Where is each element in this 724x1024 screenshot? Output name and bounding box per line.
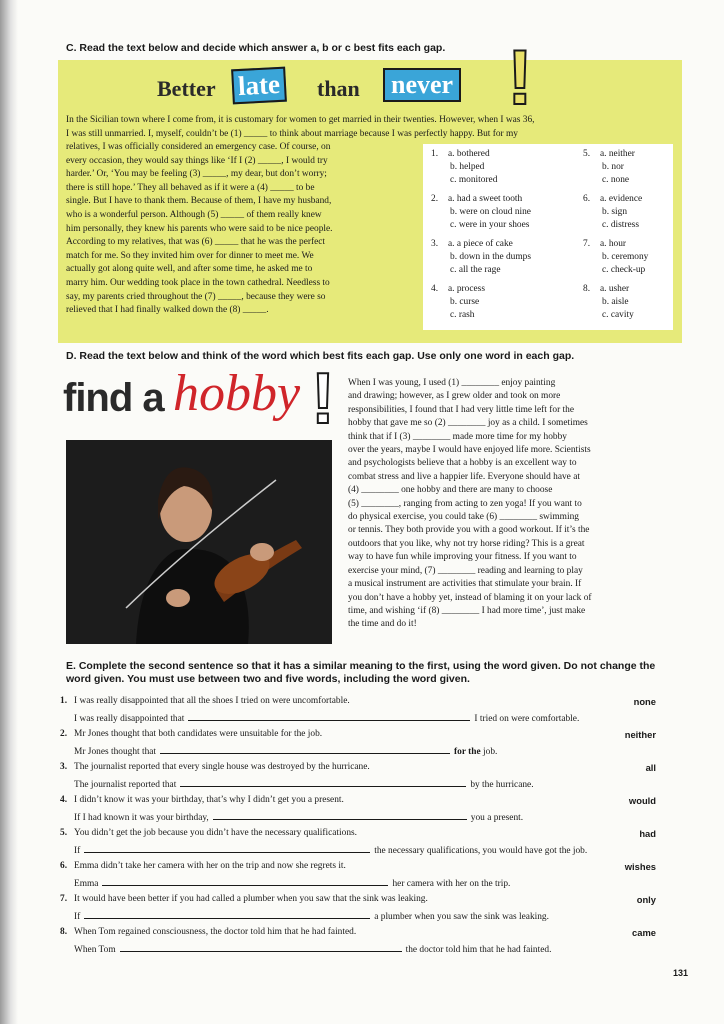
title-word-never: never (383, 68, 461, 102)
title-word-better: Better (157, 76, 216, 101)
title-exclamation: ! (507, 33, 533, 121)
option-list (600, 283, 634, 322)
answer-blank[interactable] (160, 744, 450, 754)
option-item: c. none (602, 175, 630, 185)
answer-blank[interactable] (188, 711, 470, 721)
item-number: 8. (60, 927, 68, 937)
section-d-heading: D. Read the text below and think of the word which best fits each gap. Use only one word in each gap. (66, 350, 575, 362)
text-line: who is a wonderful person. Although (5) _____ of them really knew (66, 209, 322, 220)
violinist-photo (66, 440, 332, 644)
transformation-item (60, 729, 660, 762)
second-sentence (74, 744, 497, 757)
first-sentence: When Tom regained consciousness, the doctor told him that he had fainted. (74, 927, 357, 937)
text-line: hobby that gave me so (2) ________ joy as a child. I sometimes (348, 418, 588, 429)
answer-blank[interactable] (213, 810, 467, 820)
text-line: relatives, I was officially considered an emergency case. Of course, on (66, 142, 331, 152)
title-find-a: find a (63, 376, 164, 420)
second-sentence (74, 909, 549, 922)
text-line: single. But I have to thank them. Because of them, I have my husband, (66, 196, 332, 207)
text-line: a musical instrument are activities that stimulate your brain. If (348, 579, 582, 590)
given-word: would (628, 795, 656, 806)
sentence-start: If (74, 912, 81, 922)
option-number: 3. (431, 239, 439, 249)
sentence-start: If (74, 846, 81, 856)
item-number: 5. (60, 828, 68, 838)
option-item: a. had a sweet tooth (448, 194, 523, 204)
sentence-end: job. (483, 747, 498, 757)
second-sentence (74, 711, 579, 724)
option-item: c. all the rage (450, 265, 501, 275)
sentence-end: her camera with her on the trip. (392, 879, 511, 889)
text-line: match for me. So they invited him over for dinner to meet me. We (66, 250, 314, 261)
title-word-late: late (231, 67, 287, 105)
text-line: there is still hope.’ They all behaved as if it were a (4) _____ to be (66, 182, 315, 193)
option-item: a. bothered (448, 149, 490, 159)
text-line: According to my relatives, that was (6) _____ that he was the perfect (66, 237, 326, 248)
section-c-heading: C. Read the text below and decide which answer a, b or c best fits each gap. (66, 42, 446, 54)
text-line: do physical exercise, you could take (6) ________ swimming (348, 512, 579, 523)
option-number: 2. (431, 194, 439, 204)
answer-blank[interactable] (120, 942, 402, 952)
text-line: (4) ________ one hobby and there are many to choose (348, 485, 553, 496)
option-number: 4. (431, 284, 439, 294)
given-word: only (636, 894, 656, 905)
title-hobby: hobby (173, 365, 301, 422)
option-list (600, 148, 635, 187)
first-sentence: I didn’t know it was your birthday, that’s why I didn’t get you a present. (74, 795, 344, 805)
option-number: 1. (431, 149, 439, 159)
text-line: the time and do it! (348, 619, 417, 630)
option-item: c. distress (602, 220, 639, 230)
text-line: him personally, they knew his parents who were said to be nice people. (66, 223, 333, 234)
text-line: combat stress and live a happier life. Everyone should have at (348, 471, 580, 482)
sentence-start: Mr Jones thought that (74, 747, 157, 757)
option-item: c. rash (450, 310, 475, 320)
text-line: you don’t have a hobby yet, instead of blaming it on your lack of (348, 592, 592, 603)
find-a-hobby-title (63, 359, 343, 439)
option-list (600, 193, 642, 232)
text-line: over the years, maybe I would have enjoyed life more. Scientists (348, 445, 591, 456)
sentence-end: I tried on were comfortable. (474, 714, 580, 724)
text-line: In the Sicilian town where I come from, it is customary for women to get married in their twenties. However, when I was 36, (66, 115, 535, 125)
option-item: a. hour (600, 239, 627, 249)
sentence-start: The journalist reported that (74, 780, 177, 790)
section-c-text-wide (66, 114, 678, 141)
text-line: way to have fun while improving your fitness. If you want to (348, 552, 577, 563)
first-sentence: It would have been better if you had called a plumber when you saw that the sink was leaking. (74, 894, 428, 904)
section-d-text (348, 377, 664, 632)
option-item: c. monitored (450, 175, 498, 185)
page-binding-shadow (0, 0, 18, 1024)
second-sentence (74, 843, 587, 856)
first-sentence: You didn’t get the job because you didn’t have the necessary qualifications. (74, 828, 358, 838)
text-line: every occasion, they would say things like ‘If I (2) _____, I would try (66, 155, 328, 166)
option-number: 8. (583, 284, 591, 294)
transformation-item (60, 828, 660, 861)
sentence-start: When Tom (74, 945, 116, 955)
option-item: b. down in the dumps (450, 252, 531, 262)
text-line: think that if I (3) ________ made more time for my hobby (348, 431, 567, 442)
option-item: b. helped (450, 162, 485, 172)
sentence-start: Emma (74, 879, 99, 889)
answer-blank[interactable] (102, 876, 388, 886)
text-line: actually got along quite well, and after some time, he asked me to (66, 264, 313, 275)
item-number: 3. (60, 762, 68, 772)
given-word: none (633, 696, 656, 707)
transformation-item (60, 894, 660, 927)
transformation-item (60, 795, 660, 828)
option-list (600, 238, 648, 277)
sentence-start: If I had known it was your birthday, (74, 813, 209, 823)
option-list (448, 238, 531, 277)
text-line: harder.’ Or, ‘You may be feeling (3) _____, my dear, but don’t worry; (66, 169, 327, 180)
item-number: 2. (60, 729, 68, 739)
second-sentence (74, 942, 551, 955)
item-number: 7. (60, 894, 68, 904)
text-line: (5) ________, ranging from acting to zen yoga! If you want to (348, 498, 582, 509)
option-item: b. curse (450, 297, 480, 307)
option-list (448, 283, 485, 322)
item-number: 4. (60, 795, 68, 805)
section-c-options-box (423, 144, 673, 330)
given-word: came (632, 927, 656, 938)
option-item: a. usher (600, 284, 630, 294)
sentence-end: you a present. (470, 813, 524, 823)
option-list (448, 193, 531, 232)
option-item: c. cavity (602, 310, 634, 320)
text-line: outdoors that you like, why not try horse riding? This is a great (348, 538, 585, 549)
answer-blank[interactable] (180, 777, 466, 787)
sentence-end: the necessary qualifications, you would have got the job. (374, 846, 588, 856)
second-sentence (74, 810, 523, 823)
sentence-bold-fragment: for the (454, 747, 481, 757)
option-item: c. check-up (602, 265, 646, 275)
option-item: a. a piece of cake (448, 239, 513, 249)
text-line: and drawing; however, as I grew older and took on more (348, 391, 561, 402)
sentence-end: the doctor told him that he had fainted. (405, 945, 552, 955)
sentence-start: I was really disappointed that (74, 714, 185, 724)
text-line: time, and wishing ‘if (8) ________ I had more time’, just make (348, 605, 586, 616)
item-number: 6. (60, 861, 68, 871)
text-line: When I was young, I used (1) ________ enjoy painting (348, 378, 556, 388)
text-line: responsibilities, I found that I had very little time left for the (348, 404, 574, 415)
violinist-illustration (66, 440, 332, 644)
option-item: b. sign (602, 207, 628, 217)
given-word: wishes (624, 861, 656, 872)
second-sentence (74, 876, 510, 889)
text-line: I was still unmarried. I, myself, couldn’t be (1) _____ to think about marriage because I was perfectly happy. But for my (66, 128, 518, 139)
first-sentence: Mr Jones thought that both candidates were unsuitable for the job. (74, 729, 323, 739)
answer-blank[interactable] (84, 909, 370, 919)
text-line: exercise your mind, (7) ________ reading and learning to play (348, 565, 583, 576)
option-item: a. neither (600, 149, 635, 159)
section-c-text-narrow (66, 141, 414, 318)
item-number: 1. (60, 696, 68, 706)
given-word: all (645, 762, 656, 773)
transformation-item (60, 696, 660, 729)
page-number: 131 (673, 968, 689, 978)
first-sentence: The journalist reported that every single house was destroyed by the hurricane. (74, 762, 370, 772)
option-list (448, 148, 497, 187)
section-e-heading: E. Complete the second sentence so that it has a similar meaning to the first, using the word given. Do not change the word given. You must use between two and five words, including the word given. (66, 660, 656, 685)
title-exclamation: ! (311, 359, 335, 439)
option-item: c. were in your shoes (450, 220, 530, 230)
text-line: relieved that I had finally walked down the (8) _____. (66, 305, 269, 316)
text-line: marry him. Our wedding took place in the town cathedral. Needless to (66, 277, 330, 288)
option-item: b. were on cloud nine (450, 207, 531, 217)
transformation-item (60, 861, 660, 894)
option-item: a. process (448, 284, 485, 294)
text-line: and psychologists believe that a hobby is an excellent way to (348, 458, 577, 469)
option-number: 5. (583, 149, 591, 159)
sentence-end: by the hurricane. (470, 780, 534, 790)
sentence-end: a plumber when you saw the sink was leaking. (374, 912, 549, 922)
section-e-list (60, 696, 660, 960)
given-word: had (639, 828, 656, 839)
second-sentence (74, 777, 534, 790)
option-number: 7. (583, 239, 591, 249)
option-item: b. ceremony (602, 252, 649, 262)
given-word: neither (624, 729, 656, 740)
first-sentence: Emma didn’t take her camera with her on the trip and now she regrets it. (74, 861, 346, 871)
transformation-item (60, 762, 660, 795)
first-sentence: I was really disappointed that all the shoes I tried on were uncomfortable. (74, 696, 350, 706)
option-item: b. nor (602, 162, 624, 172)
option-number: 6. (583, 194, 591, 204)
answer-blank[interactable] (84, 843, 370, 853)
transformation-item (60, 927, 660, 960)
text-line: or tennis. They both provide you with a good workout. If it’s the (348, 525, 590, 536)
option-item: b. aisle (602, 297, 629, 307)
title-word-than: than (317, 76, 360, 101)
text-line: say, my parents cried throughout the (7) _____, because they were so (66, 291, 326, 302)
option-item: a. evidence (600, 194, 643, 204)
